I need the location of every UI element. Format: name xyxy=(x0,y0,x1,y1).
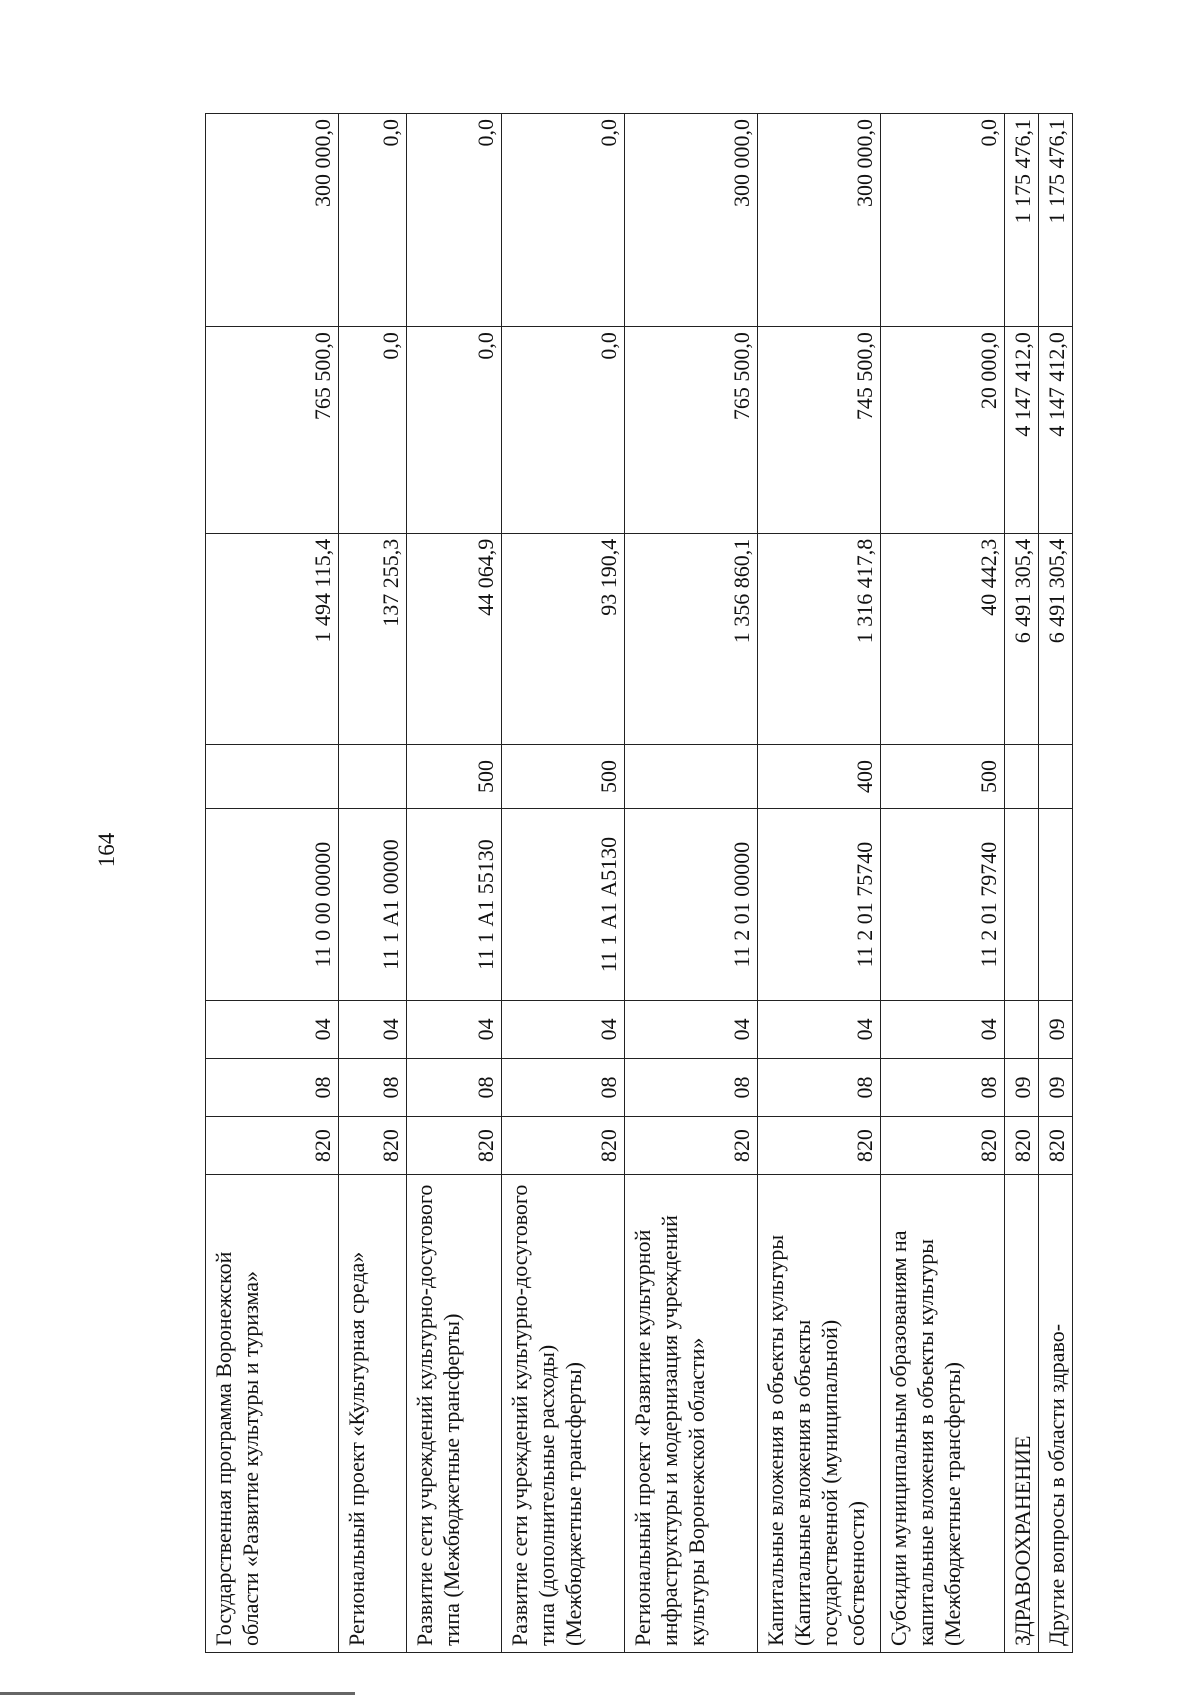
row-name: Субсидии муниципальным образованиям на капитальные вложения в объекты культуры (Межбюджетные трансферты) xyxy=(881,1175,1005,1653)
target-article-code: 11 1 А1 55130 xyxy=(407,809,502,1001)
amount-year-3: 300 000,0 xyxy=(625,114,758,327)
amount-year-2: 0,0 xyxy=(339,327,407,534)
row-name: Государственная программа Воронежской области «Развитие культуры и туризма» xyxy=(206,1175,339,1653)
target-article-code: 11 2 01 75740 xyxy=(758,809,881,1001)
table-row xyxy=(407,114,502,1653)
grbs-code: 820 xyxy=(206,1117,339,1175)
subsection-code: 04 xyxy=(625,1000,758,1058)
table-row xyxy=(502,114,625,1653)
section-code: 08 xyxy=(339,1058,407,1116)
target-article-code: 11 0 00 00000 xyxy=(206,809,339,1001)
page-number: 164 xyxy=(94,832,119,868)
subsection-code: 04 xyxy=(206,1000,339,1058)
section-code: 08 xyxy=(407,1058,502,1116)
amount-year-3: 0,0 xyxy=(881,114,1005,327)
amount-year-1: 6 491 305,4 xyxy=(1005,533,1039,744)
subsection-code: 04 xyxy=(881,1000,1005,1058)
budget-table xyxy=(205,113,1073,1653)
grbs-code: 820 xyxy=(625,1117,758,1175)
amount-year-1: 6 491 305,4 xyxy=(1039,533,1073,744)
target-article-code: 11 2 01 79740 xyxy=(881,809,1005,1001)
amount-year-1: 1 494 115,4 xyxy=(206,533,339,744)
grbs-code: 820 xyxy=(758,1117,881,1175)
amount-year-3: 1 175 476,1 xyxy=(1005,114,1039,327)
amount-year-3: 0,0 xyxy=(339,114,407,327)
expense-type-code xyxy=(206,744,339,809)
table-row xyxy=(758,114,881,1653)
subsection-code: 04 xyxy=(339,1000,407,1058)
grbs-code: 820 xyxy=(407,1117,502,1175)
amount-year-1: 1 316 417,8 xyxy=(758,533,881,744)
amount-year-2: 765 500,0 xyxy=(206,327,339,534)
amount-year-3: 300 000,0 xyxy=(206,114,339,327)
table-row xyxy=(625,114,758,1653)
budget-table-container xyxy=(205,113,1069,1653)
amount-year-1: 1 356 860,1 xyxy=(625,533,758,744)
section-code: 08 xyxy=(206,1058,339,1116)
budget-table-body xyxy=(206,114,1073,1653)
amount-year-2: 0,0 xyxy=(407,327,502,534)
expense-type-code xyxy=(339,744,407,809)
table-row xyxy=(1005,114,1039,1653)
expense-type-code xyxy=(1039,744,1073,809)
target-article-code xyxy=(1005,809,1039,1001)
amount-year-2: 0,0 xyxy=(502,327,625,534)
expense-type-code: 500 xyxy=(881,744,1005,809)
target-article-code xyxy=(1039,809,1073,1001)
subsection-code: 04 xyxy=(502,1000,625,1058)
row-name: Региональный проект «Развитие культурной инфраструктуры и модернизация учреждений культуры Воронежской области» xyxy=(625,1175,758,1653)
target-article-code: 11 2 01 00000 xyxy=(625,809,758,1001)
table-row xyxy=(339,114,407,1653)
row-name: ЗДРАВООХРАНЕНИЕ xyxy=(1005,1175,1039,1653)
grbs-code: 820 xyxy=(502,1117,625,1175)
table-row xyxy=(1039,114,1073,1653)
amount-year-1: 93 190,4 xyxy=(502,533,625,744)
section-code: 09 xyxy=(1005,1058,1039,1116)
amount-year-3: 300 000,0 xyxy=(758,114,881,327)
expense-type-code: 500 xyxy=(407,744,502,809)
grbs-code: 820 xyxy=(881,1117,1005,1175)
grbs-code: 820 xyxy=(339,1117,407,1175)
section-code: 09 xyxy=(1039,1058,1073,1116)
amount-year-2: 4 147 412,0 xyxy=(1039,327,1073,534)
row-name: Капитальные вложения в объекты культуры (Капитальные вложения в объекты государственной (муниципальной) собственности) xyxy=(758,1175,881,1653)
amount-year-2: 745 500,0 xyxy=(758,327,881,534)
row-name: Другие вопросы в области здраво- xyxy=(1039,1175,1073,1653)
section-code: 08 xyxy=(881,1058,1005,1116)
amount-year-2: 4 147 412,0 xyxy=(1005,327,1039,534)
target-article-code: 11 1 А1 00000 xyxy=(339,809,407,1001)
row-name: Развитие сети учреждений культурно-досугового типа (дополнительные расходы) (Межбюджетные трансферты) xyxy=(502,1175,625,1653)
table-row xyxy=(881,114,1005,1653)
amount-year-1: 44 064,9 xyxy=(407,533,502,744)
section-code: 08 xyxy=(758,1058,881,1116)
table-row xyxy=(206,114,339,1653)
subsection-code: 04 xyxy=(758,1000,881,1058)
expense-type-code: 400 xyxy=(758,744,881,809)
row-name: Региональный проект «Культурная среда» xyxy=(339,1175,407,1653)
amount-year-1: 137 255,3 xyxy=(339,533,407,744)
subsection-code xyxy=(1005,1000,1039,1058)
grbs-code: 820 xyxy=(1039,1117,1073,1175)
amount-year-3: 0,0 xyxy=(502,114,625,327)
amount-year-3: 1 175 476,1 xyxy=(1039,114,1073,327)
section-code: 08 xyxy=(625,1058,758,1116)
target-article-code: 11 1 А1 А5130 xyxy=(502,809,625,1001)
expense-type-code xyxy=(1005,744,1039,809)
grbs-code: 820 xyxy=(1005,1117,1039,1175)
amount-year-2: 765 500,0 xyxy=(625,327,758,534)
expense-type-code: 500 xyxy=(502,744,625,809)
expense-type-code xyxy=(625,744,758,809)
row-name: Развитие сети учреждений культурно-досугового типа (Межбюджетные трансферты) xyxy=(407,1175,502,1653)
subsection-code: 04 xyxy=(407,1000,502,1058)
amount-year-3: 0,0 xyxy=(407,114,502,327)
subsection-code: 09 xyxy=(1039,1000,1073,1058)
amount-year-2: 20 000,0 xyxy=(881,327,1005,534)
amount-year-1: 40 442,3 xyxy=(881,533,1005,744)
section-code: 08 xyxy=(502,1058,625,1116)
